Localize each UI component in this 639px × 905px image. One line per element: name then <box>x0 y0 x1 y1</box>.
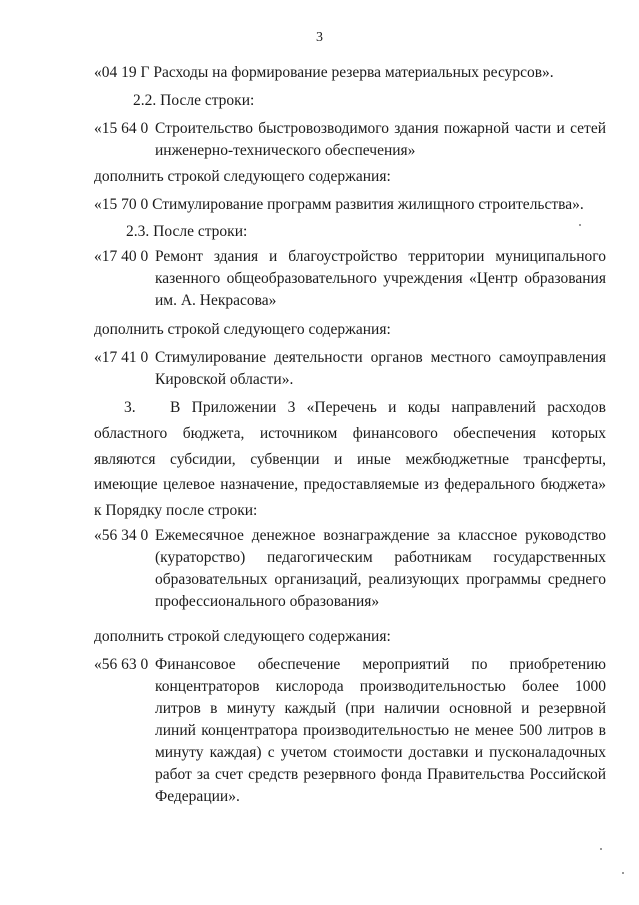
entry-code: «15 64 0 <box>94 120 149 137</box>
entry-code: «56 63 0 <box>94 656 149 673</box>
scan-speck <box>579 224 581 226</box>
paragraph-3 <box>94 395 606 524</box>
entry-text: Финансовое обеспечение мероприятий по приобретению концентраторов кислорода производительностью более 1000 литров в минуту каждый (при наличии основной и резервной линий концентратора производительностью не менее 500 литров в минуту каждая) с учетом стоимости доставки и пусконаладочных работ за счет средств резервного фонда Правительства Российской Федерации». <box>155 656 606 805</box>
line-04-19: «04 19 Г Расходы на формирование резерва материальных ресурсов». <box>94 64 554 81</box>
entry-code: «17 40 0 <box>94 248 149 265</box>
entry-17-40-0 <box>94 246 606 312</box>
scan-speck <box>600 848 602 850</box>
entry-56-34-0 <box>94 525 606 613</box>
entry-code: «17 41 0 <box>94 349 149 366</box>
section-2-3-heading: 2.3. После строки: <box>126 223 248 240</box>
entry-text: Ремонт здания и благоустройство территории муниципального казенного общеобразовательного учреждения «Центр образования им. А. Некрасова» <box>155 248 606 309</box>
section-2-2-heading: 2.2. После строки: <box>133 92 255 109</box>
scan-speck <box>622 872 624 874</box>
paragraph-text: В Приложении 3 «Перечень и коды направлений расходов областного бюджета, источником финансового обеспечения которых являются субсидии, субвенции и иные межбюджетные трансферты, имеющие целевое назначение, предоставляемые из федерального бюджета» к Порядку после строки: <box>94 399 606 520</box>
add-line-instruction: дополнить строкой следующего содержания: <box>94 321 391 338</box>
entry-56-63-0 <box>94 654 606 808</box>
add-line-instruction: дополнить строкой следующего содержания: <box>94 168 391 185</box>
entry-text: Стимулирование деятельности органов местного самоуправления Кировской области». <box>155 349 606 388</box>
entry-15-64-0 <box>94 118 606 162</box>
entry-text: Строительство быстровозводимого здания пожарной части и сетей инженерно-технического обеспечения» <box>155 120 606 159</box>
paragraph-number: 3. <box>124 399 136 416</box>
entry-text: Ежемесячное денежное вознаграждение за классное руководство (кураторство) педагогическим работникам государственных образовательных организаций, реализующих программы среднего профессионального образования» <box>155 527 606 610</box>
page-number: 3 <box>316 30 323 45</box>
entry-code: «56 34 0 <box>94 527 149 544</box>
line-15-70-0: «15 70 0 Стимулирование программ развития жилищного строительства». <box>94 196 584 213</box>
add-line-instruction: дополнить строкой следующего содержания: <box>94 628 391 645</box>
entry-17-41-0 <box>94 347 606 391</box>
